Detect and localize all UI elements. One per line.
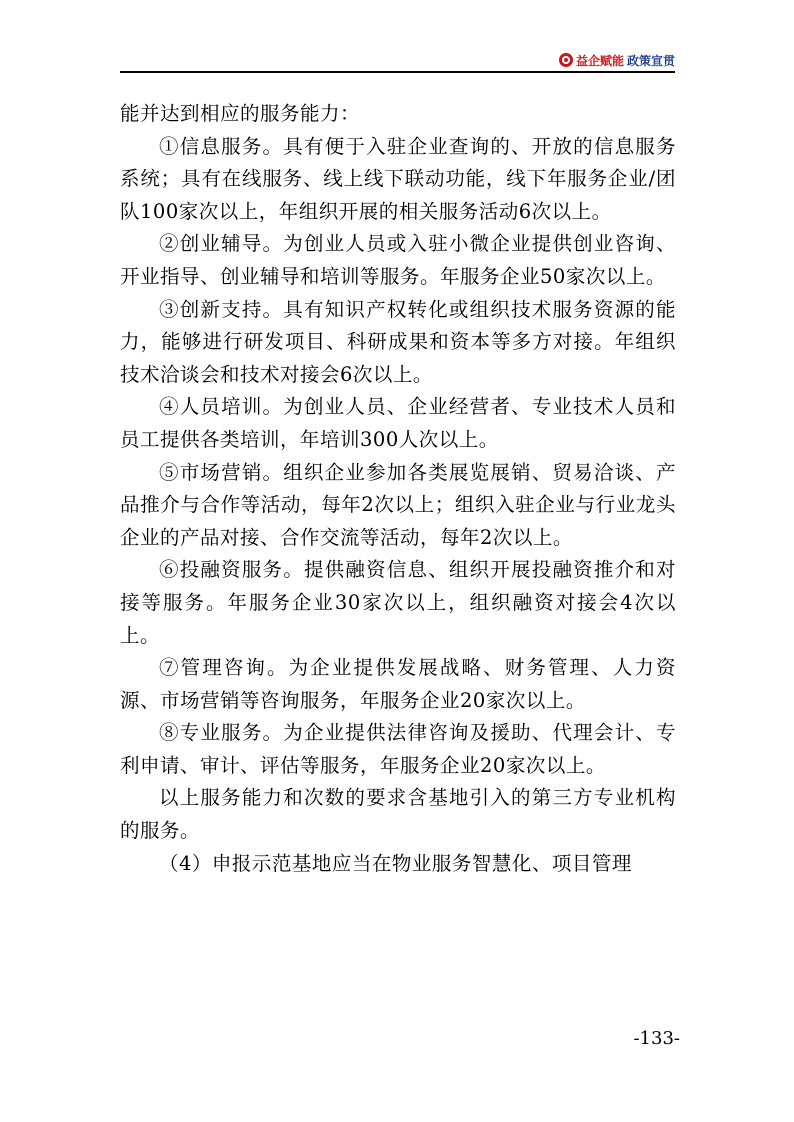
paragraph-management-consulting: ⑦管理咨询。为企业提供发展战略、财务管理、人力资源、市场营销等咨询服务，年服务企业20家次以上。	[120, 656, 676, 712]
paragraph-startup-coaching: ②创业辅导。为创业人员或入驻小微企业提供创业咨询、开业指导、创业辅导和培训等服务。年服务企业50家次以上。	[120, 232, 676, 288]
paragraph-staff-training: ④人员培训。为创业人员、企业经营者、专业技术人员和员工提供各类培训，年培训300人次以上。	[120, 395, 676, 451]
paragraph-professional-services: ⑧专业服务。为企业提供法律咨询及援助、代理会计、专利申请、审计、评估等服务，年服务企业20家次以上。	[120, 721, 676, 777]
document-body	[120, 98, 676, 880]
paragraph-item-4: （4）申报示范基地应当在物业服务智慧化、项目管理	[159, 851, 632, 875]
header-divider	[120, 71, 675, 73]
paragraph-info-service: ①信息服务。具有便于入驻企业查询的、开放的信息服务系统；具有在线服务、线上线下联动功能，线下年服务企业/团队100家次以上，年组织开展的相关服务活动6次以上。	[120, 134, 676, 223]
paragraph-innovation-support: ③创新支持。具有知识产权转化或组织技术服务资源的能力，能够进行研发项目、科研成果和资本等多方对接。年组织技术洽谈会和技术对接会6次以上。	[120, 297, 676, 386]
paragraph-third-party-note: 以上服务能力和次数的要求含基地引入的第三方专业机构的服务。	[120, 786, 676, 843]
brand-subtitle: 政策宣贯	[626, 53, 675, 68]
brand-logo-icon	[559, 53, 573, 67]
brand-logo	[559, 50, 675, 70]
page-number: -133-	[633, 1028, 680, 1049]
paragraph-intro: 能并达到相应的服务能力：	[120, 102, 361, 125]
paragraph-marketing: ⑤市场营销。组织企业参加各类展览展销、贸易洽谈、产品推介与合作等活动，每年2次以上；组织入驻企业与行业龙头企业的产品对接、合作交流等活动，每年2次以上。	[120, 460, 676, 549]
paragraph-investment-financing: ⑥投融资服务。提供融资信息、组织开展投融资推介和对接等服务。年服务企业30家次以上，组织融资对接会4次以上。	[120, 558, 676, 647]
brand-name: 益企赋能	[575, 53, 624, 68]
